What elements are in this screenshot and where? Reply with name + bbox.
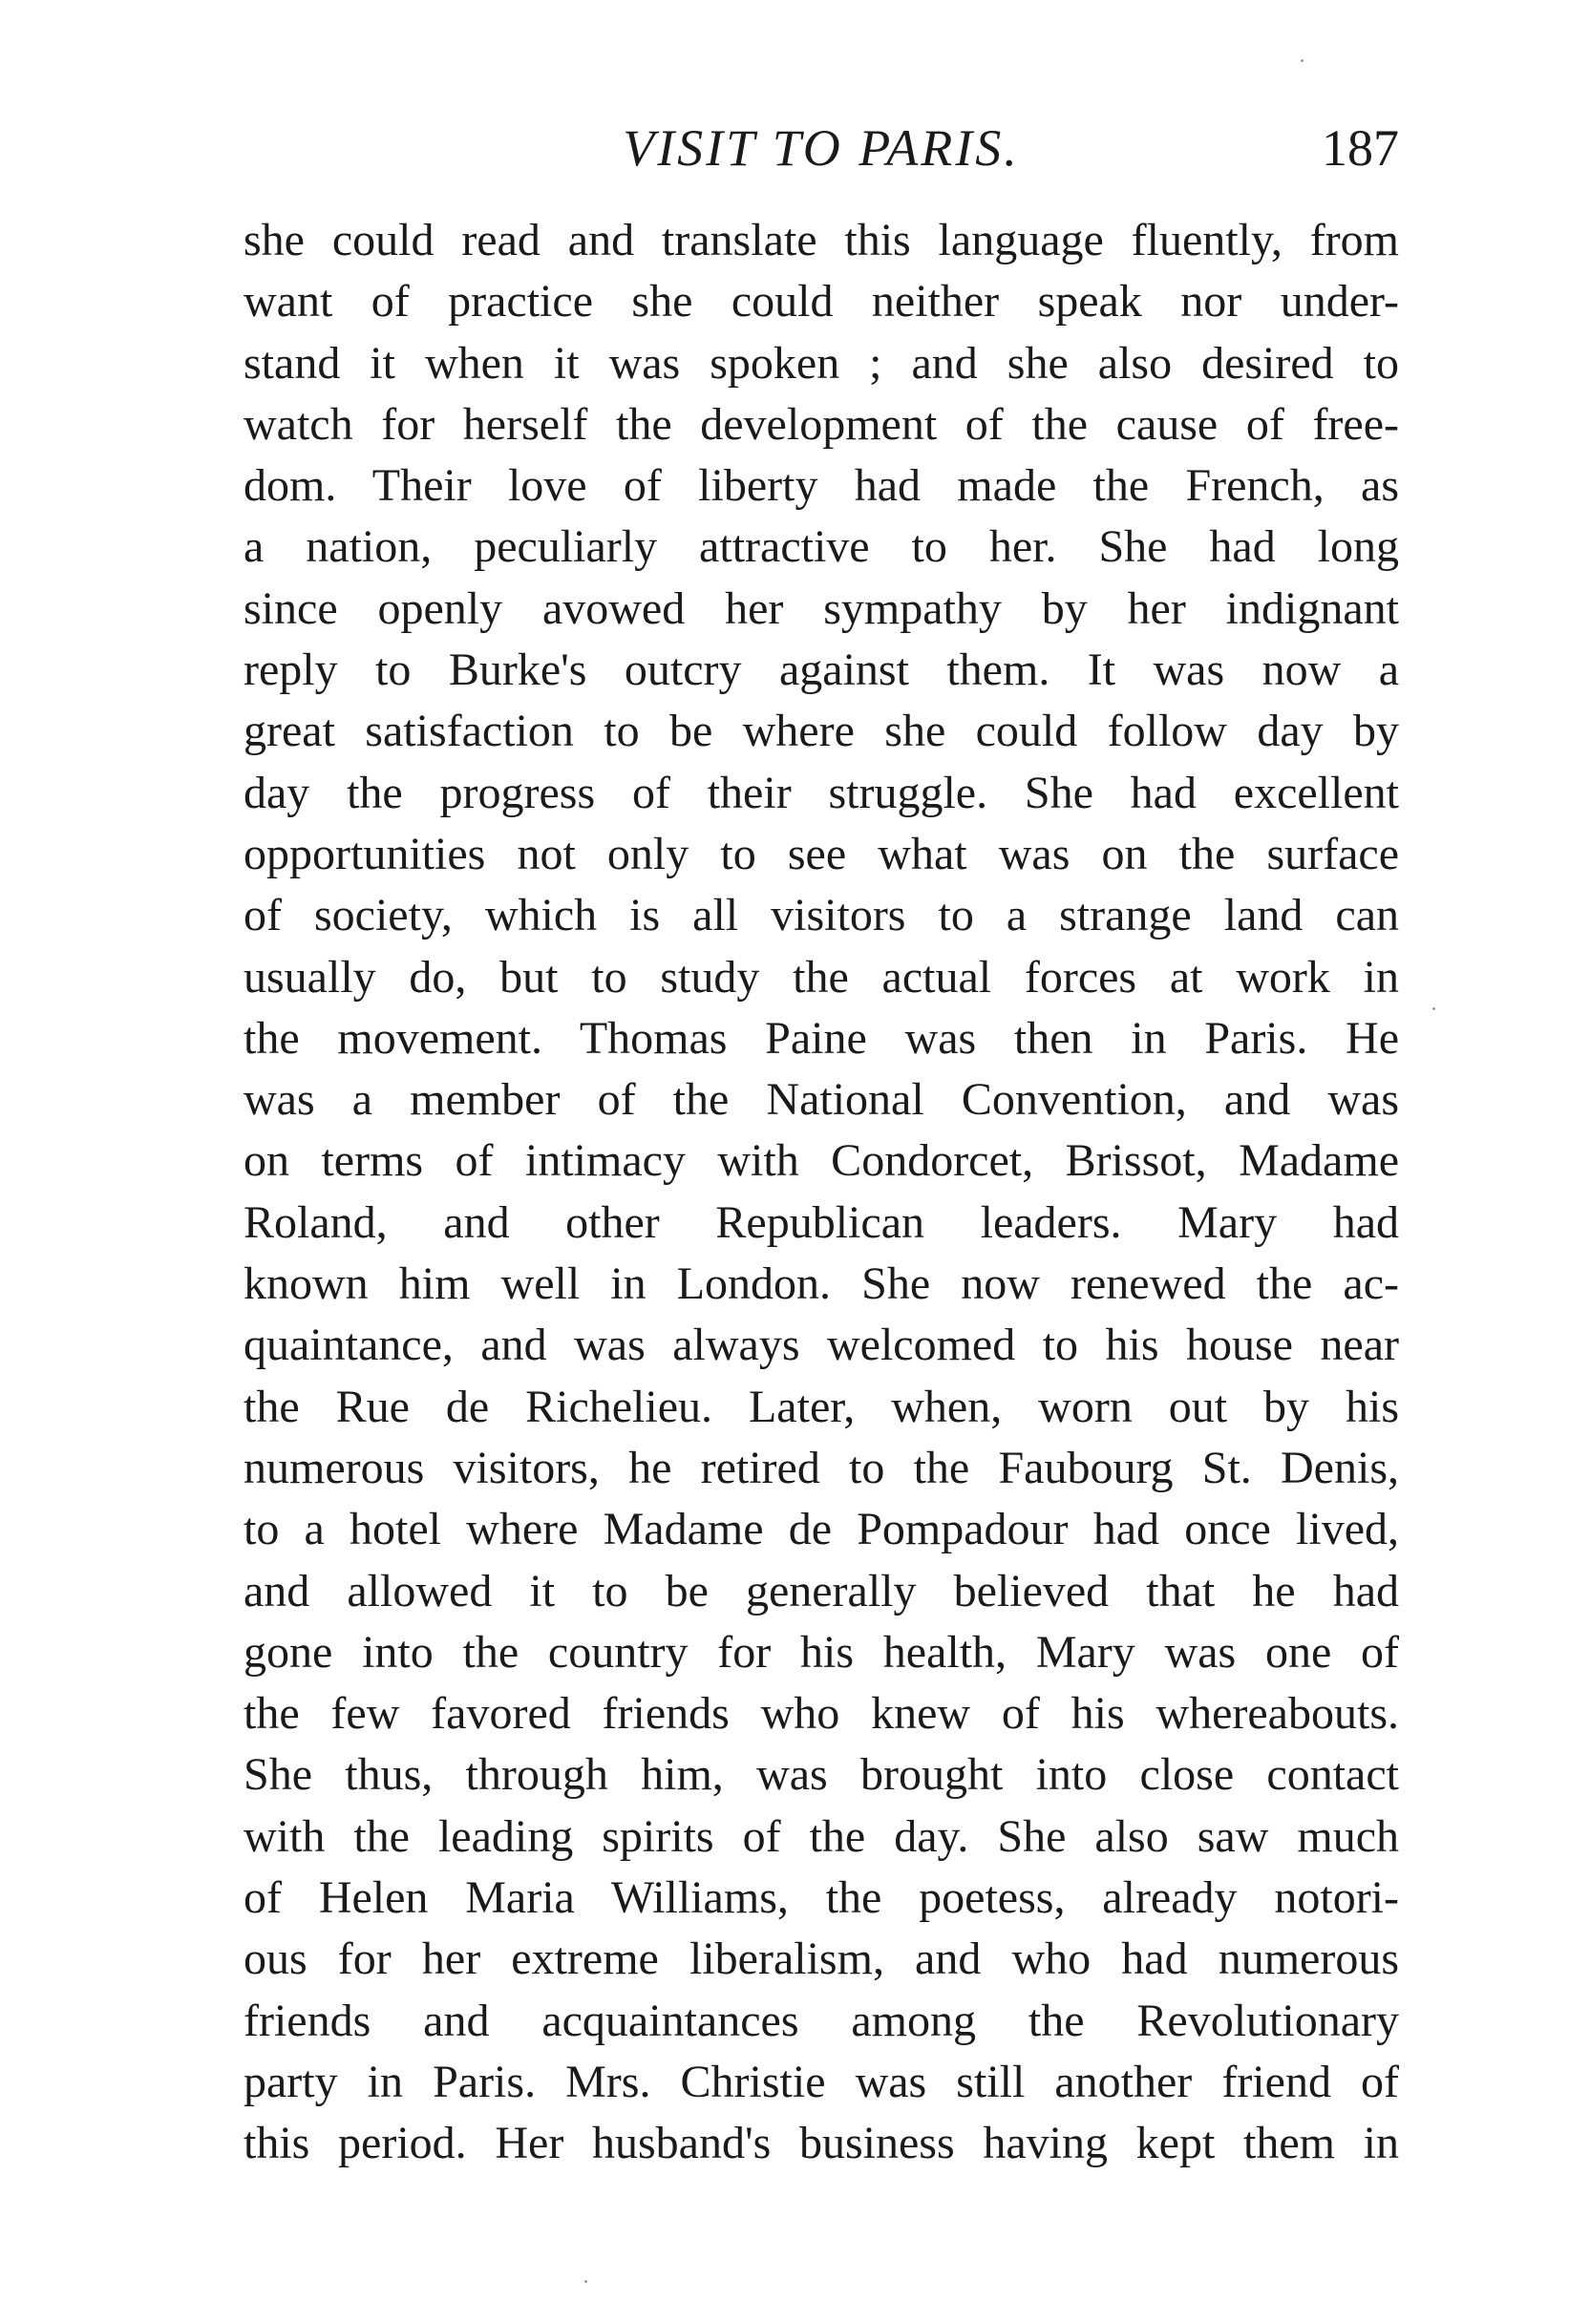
text-line: of society, which is all visitors to a strange land can: [244, 890, 1399, 941]
text-line: Roland, and other Republican leaders. Mary had: [244, 1196, 1399, 1248]
text-line: known him well in London. She now renewed the ac-: [244, 1258, 1399, 1310]
text-line: stand it when it was spoken ; and she also desired to: [244, 337, 1399, 389]
text-line: since openly avowed her sympathy by her indignant: [244, 582, 1399, 634]
text-line: to a hotel where Madame de Pompadour had once lived,: [244, 1504, 1399, 1555]
text-line: ous for her extreme liberalism, and who had numerous: [244, 1933, 1399, 1985]
text-line: the few favored friends who knew of his whereabouts.: [244, 1688, 1399, 1740]
text-line: quaintance, and was always welcomed to his house near: [244, 1320, 1399, 1371]
text-line: was a member of the National Convention, and was: [244, 1074, 1399, 1126]
text-line: friends and acquaintances among the Revolutionary: [244, 1995, 1399, 2046]
text-line: day the progress of their struggle. She had excellent: [244, 767, 1399, 818]
page-number: 187: [1322, 119, 1399, 177]
text-line: party in Paris. Mrs. Christie was still another friend of: [244, 2056, 1399, 2107]
text-line: a nation, peculiarly attractive to her. She had long: [244, 521, 1399, 573]
text-line: with the leading spirits of the day. She also saw much: [244, 1810, 1399, 1862]
text-line: the movement. Thomas Paine was then in Paris. He: [244, 1012, 1399, 1064]
text-line: and allowed it to be generally believed that he had: [244, 1565, 1399, 1616]
text-line: numerous visitors, he retired to the Faubourg St. Denis,: [244, 1442, 1399, 1493]
text-line: want of practice she could neither speak nor under-: [244, 276, 1399, 327]
text-line: dom. Their love of liberty had made the French, as: [244, 460, 1399, 512]
text-line: the Rue de Richelieu. Later, when, worn out by his: [244, 1381, 1399, 1432]
body-text: [244, 210, 1399, 2175]
running-head: VISIT TO PARIS.: [623, 119, 1020, 177]
text-line: on terms of intimacy with Condorcet, Brissot, Madame: [244, 1135, 1399, 1187]
text-line: this period. Her husband's business having kept them in: [244, 2118, 1399, 2169]
text-line: she could read and translate this language fluently, from: [244, 215, 1399, 265]
text-line: reply to Burke's outcry against them. It was now a: [244, 644, 1399, 696]
text-line: watch for herself the development of the cause of free-: [244, 398, 1399, 450]
text-line: opportunities not only to see what was on the surface: [244, 828, 1399, 879]
page-header: [244, 110, 1399, 186]
paper-speck: [1301, 59, 1304, 62]
text-line: usually do, but to study the actual forces at work in: [244, 951, 1399, 1003]
paper-speck: [1432, 1007, 1435, 1010]
text-line: She thus, through him, was brought into close contact: [244, 1749, 1399, 1801]
text-line: of Helen Maria Williams, the poetess, already notori-: [244, 1872, 1399, 1924]
text-line: gone into the country for his health, Mary was one of: [244, 1626, 1399, 1678]
text-line: great satisfaction to be where she could follow day by: [244, 706, 1399, 757]
paper-speck: [584, 2280, 587, 2283]
